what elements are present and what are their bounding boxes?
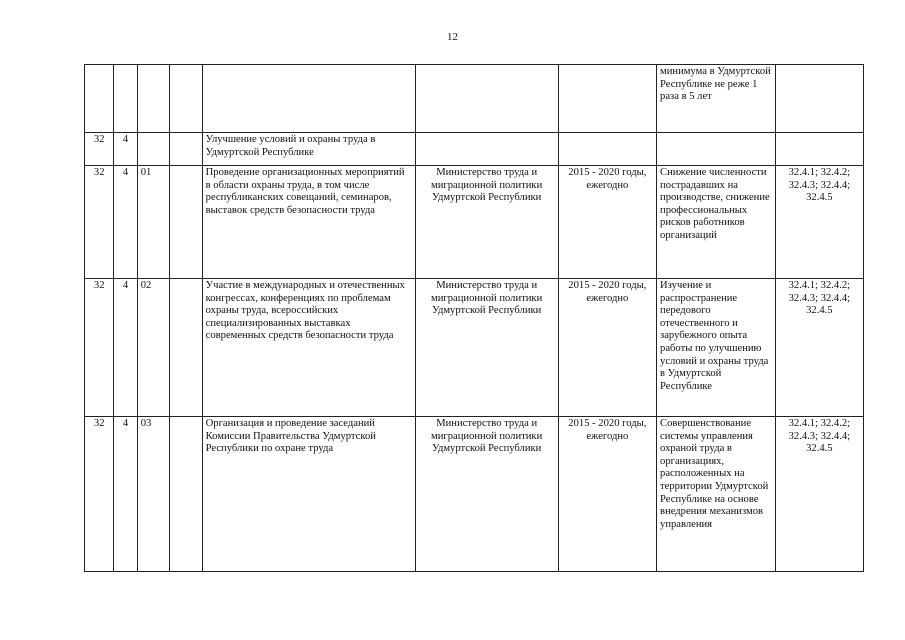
cell-indicators [775,133,863,166]
cell-executor [415,133,558,166]
cell-code-gp: 32 [85,133,114,166]
cell-code-sp: 4 [114,417,137,572]
cell-code-m [170,166,202,279]
cell-code-sp: 4 [114,166,137,279]
cell-period [558,133,656,166]
cell-code-gp [85,65,114,133]
cell-code-m [170,65,202,133]
cell-result [657,133,776,166]
cell-result: Изучение и распространение передового отечественного и зарубежного опыта работы по улучшению условий и охраны труда в Удмуртской Республике [657,279,776,417]
cell-indicators [775,65,863,133]
cell-result: Снижение численности пострадавших на производстве, снижение профессиональных рисков работников организаций [657,166,776,279]
cell-code-m [170,417,202,572]
table-row [85,417,864,572]
cell-code-gp: 32 [85,417,114,572]
cell-code-om: 01 [137,166,169,279]
cell-code-sp: 4 [114,133,137,166]
table-row [85,133,864,166]
cell-executor: Министерство труда и миграционной политики Удмуртской Республики [415,417,558,572]
table-row [85,65,864,133]
table-row [85,279,864,417]
cell-indicators: 32.4.1; 32.4.2; 32.4.3; 32.4.4; 32.4.5 [775,417,863,572]
cell-executor: Министерство труда и миграционной политики Удмуртской Республики [415,166,558,279]
cell-name: Проведение организационных мероприятий в области охраны труда, в том числе республиканских совещаний, семинаров, выставок средств безопасности труда [202,166,415,279]
cell-period: 2015 - 2020 годы, ежегодно [558,166,656,279]
cell-code-sp [114,65,137,133]
cell-period: 2015 - 2020 годы, ежегодно [558,279,656,417]
cell-code-om: 03 [137,417,169,572]
cell-name: Улучшение условий и охраны труда в Удмуртской Республике [202,133,415,166]
cell-executor [415,65,558,133]
table-row [85,166,864,279]
cell-indicators: 32.4.1; 32.4.2; 32.4.3; 32.4.4; 32.4.5 [775,279,863,417]
cell-name: Участие в международных и отечественных конгрессах, конференциях по проблемам охраны труда, всероссийских специализированных выставках современных средств безопасности труда [202,279,415,417]
page-number: 12 [447,31,458,43]
cell-result: Совершенствование системы управления охраной труда в организациях, расположенных на территории Удмуртской Республике на основе внедрения механизмов управления [657,417,776,572]
cell-code-om [137,65,169,133]
cell-code-sp: 4 [114,279,137,417]
cell-name: Организация и проведение заседаний Комиссии Правительства Удмуртской Республики по охране труда [202,417,415,572]
cell-indicators: 32.4.1; 32.4.2; 32.4.3; 32.4.4; 32.4.5 [775,166,863,279]
cell-name [202,65,415,133]
cell-code-m [170,133,202,166]
cell-executor: Министерство труда и миграционной политики Удмуртской Республики [415,279,558,417]
cell-code-m [170,279,202,417]
program-table [84,64,864,572]
cell-period: 2015 - 2020 годы, ежегодно [558,417,656,572]
cell-code-om: 02 [137,279,169,417]
cell-code-om [137,133,169,166]
cell-code-gp: 32 [85,279,114,417]
cell-period [558,65,656,133]
cell-code-gp: 32 [85,166,114,279]
cell-result: минимума в Удмуртской Республике не реже 1 раза в 5 лет [657,65,776,133]
